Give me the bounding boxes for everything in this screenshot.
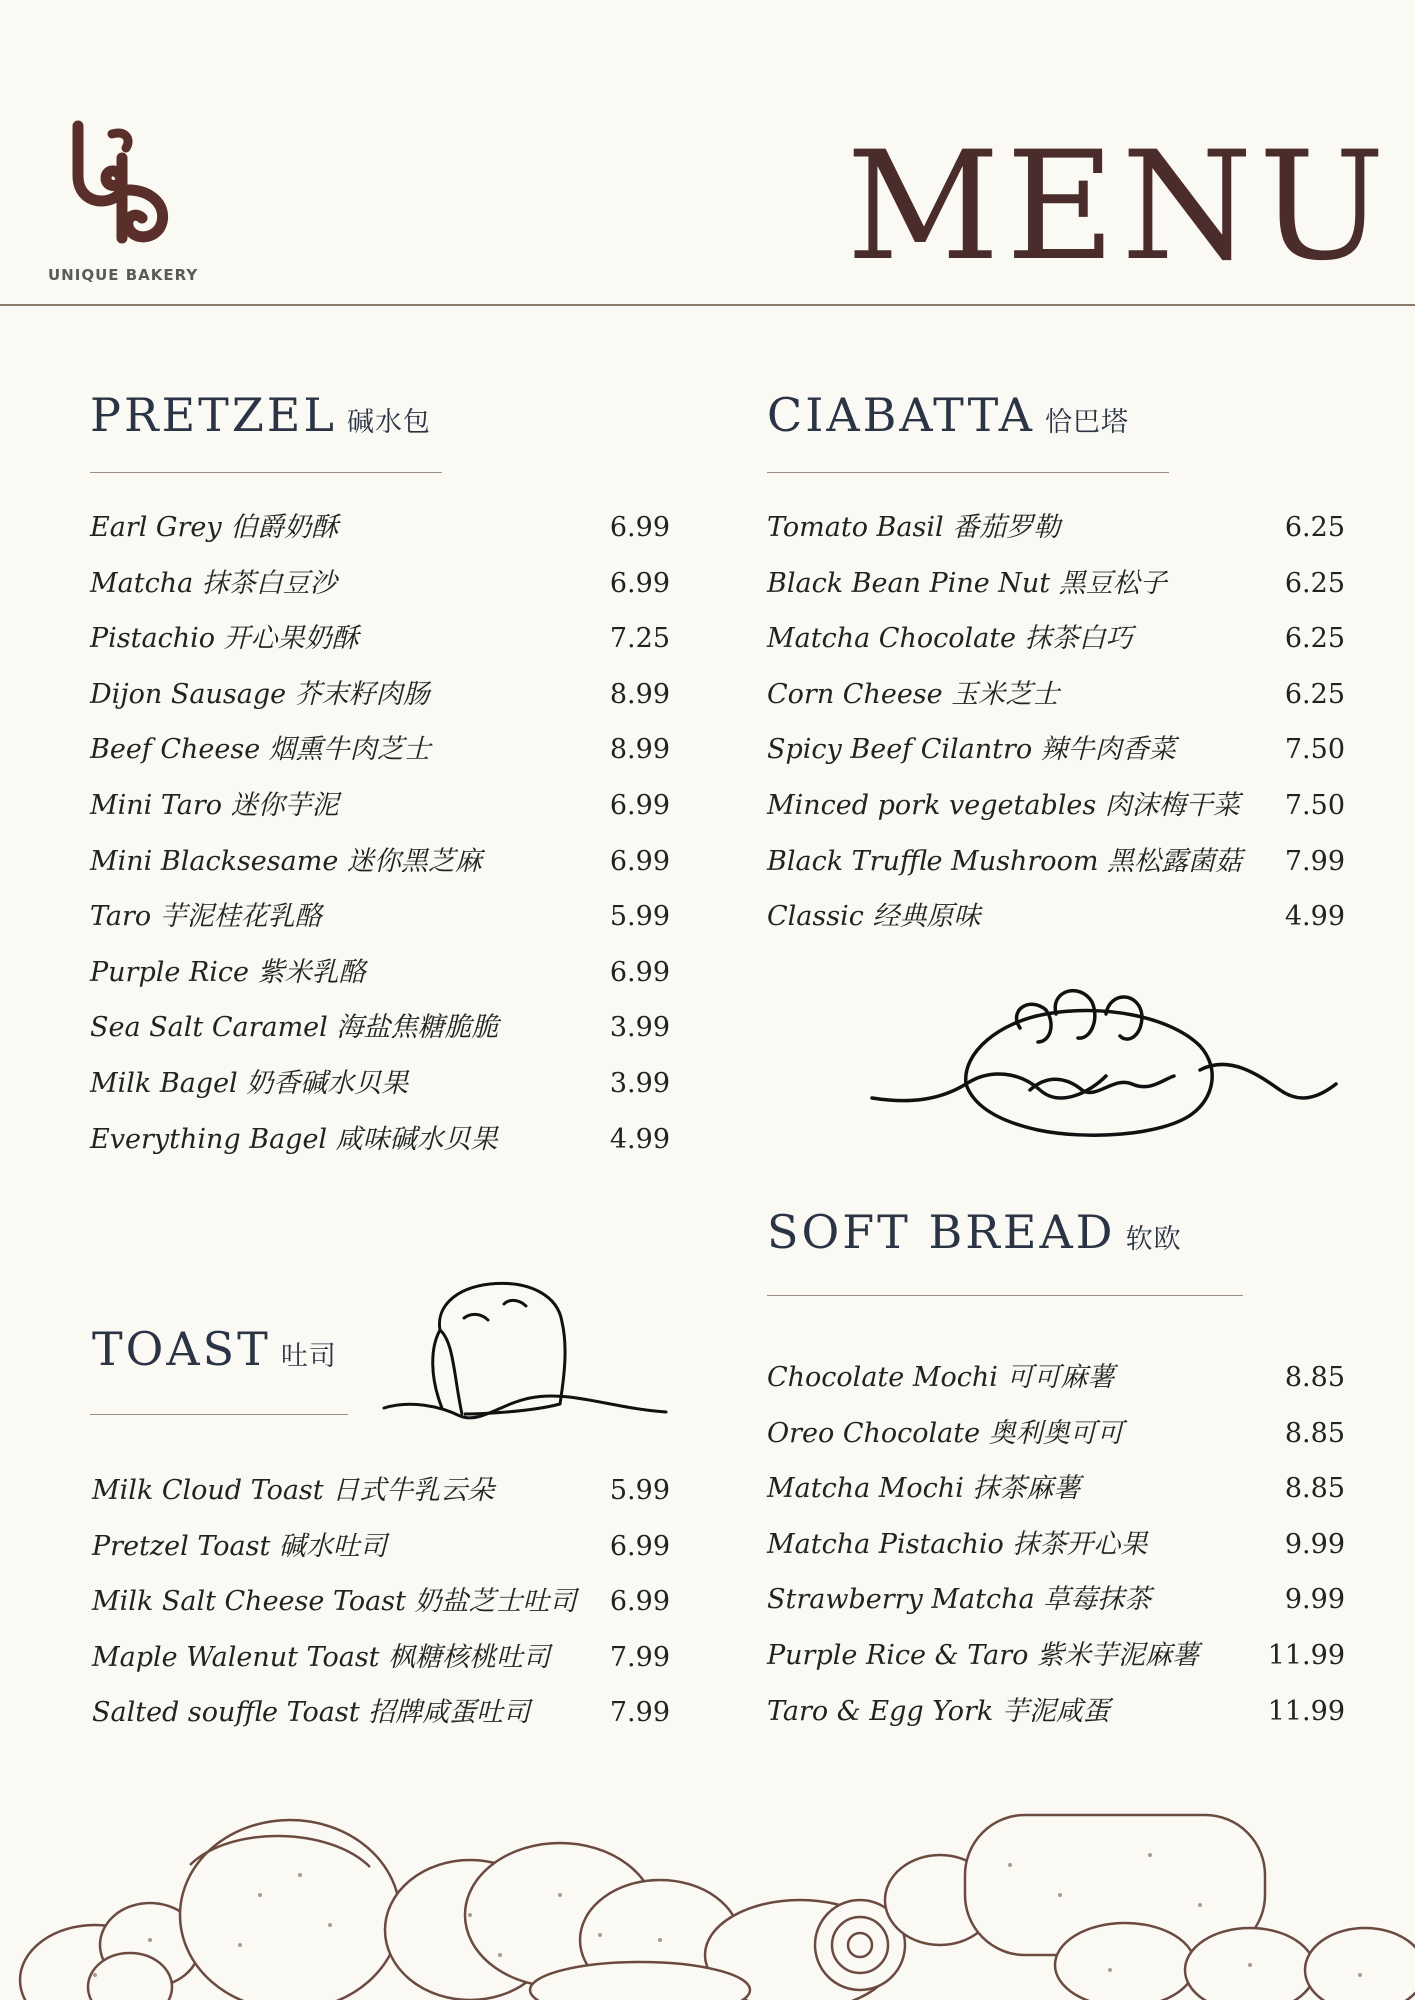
item-price: 9.99: [1284, 1528, 1345, 1560]
ciabatta-divider: [767, 472, 1169, 473]
item-name: Strawberry Matcha 草莓抹茶: [767, 1584, 1152, 1616]
item-price: 6.99: [609, 845, 670, 877]
menu-item: [767, 727, 1345, 783]
item-name: Pistachio 开心果奶酥: [90, 623, 359, 655]
pretzel-heading: [90, 388, 431, 442]
menu-item: [92, 1468, 670, 1524]
item-price: 7.50: [1284, 789, 1345, 821]
item-name: Mini Blacksesame 迷你黑芝麻: [90, 845, 482, 877]
soft-bread-list: [767, 1355, 1345, 1744]
soft-bread-title-zh: 软欧: [1125, 1224, 1182, 1255]
page-title: MENU: [846, 120, 1391, 294]
item-price: 3.99: [609, 1012, 670, 1044]
toast-list: [92, 1468, 670, 1746]
menu-item: [767, 561, 1345, 617]
menu-item: [90, 783, 670, 839]
item-name: Matcha Mochi 抹茶麻薯: [767, 1473, 1081, 1505]
menu-item: [767, 1577, 1345, 1633]
item-name: Matcha 抹茶白豆沙: [90, 567, 337, 599]
menu-item: [90, 727, 670, 783]
item-name: Black Bean Pine Nut 黑豆松子: [767, 567, 1167, 599]
pretzel-list: [90, 505, 670, 1172]
pretzel-title-en: PRETZEL: [90, 388, 337, 442]
item-price: 8.99: [609, 734, 670, 766]
item-name: Milk Bagel 奶香碱水贝果: [90, 1067, 409, 1099]
header-divider: [0, 304, 1415, 306]
item-price: 6.25: [1284, 678, 1345, 710]
item-name: Tomato Basil 番茄罗勒: [767, 512, 1061, 543]
item-price: 8.85: [1284, 1417, 1345, 1449]
menu-item: [767, 505, 1345, 561]
soft-bread-heading: [767, 1205, 1182, 1259]
item-name: Oreo Chocolate 奥利奥可可: [767, 1417, 1124, 1449]
menu-item: [90, 1061, 670, 1117]
toast-divider: [90, 1414, 348, 1415]
item-name: Mini Taro 迷你芋泥: [90, 789, 339, 821]
menu-item: [767, 783, 1345, 839]
item-name: Black Truffle Mushroom 黑松露菌菇: [767, 845, 1243, 877]
item-name: Taro 芋泥桂花乳酪: [90, 901, 322, 933]
item-name: Salted souffle Toast 招牌咸蛋吐司: [92, 1697, 531, 1729]
item-price: 4.99: [609, 1123, 670, 1155]
item-price: 7.99: [609, 1697, 670, 1729]
item-price: 8.99: [609, 678, 670, 710]
item-name: Taro & Egg York 芋泥咸蛋: [767, 1695, 1110, 1727]
item-price: 5.99: [609, 901, 670, 933]
ciabatta-line-icon: [870, 980, 1340, 1150]
item-price: 6.25: [1284, 623, 1345, 655]
item-name: Milk Salt Cheese Toast 奶盐芝士吐司: [92, 1586, 577, 1618]
brand-name: UNIQUE BAKERY: [48, 266, 199, 284]
toast-title-en: TOAST: [92, 1322, 271, 1376]
brand-logo: [48, 118, 208, 288]
toast-heading: [92, 1322, 337, 1376]
pretzel-title-zh: 碱水包: [346, 407, 431, 438]
item-name: Matcha Pistachio 抹茶开心果: [767, 1528, 1148, 1560]
item-name: Pretzel Toast 碱水吐司: [92, 1530, 387, 1562]
menu-item: [90, 1005, 670, 1061]
menu-item: [90, 894, 670, 950]
item-price: 6.99: [609, 512, 670, 543]
item-price: 7.99: [609, 1641, 670, 1673]
soft-bread-divider: [767, 1295, 1243, 1296]
item-name: Classic 经典原味: [767, 901, 981, 933]
item-price: 9.99: [1284, 1584, 1345, 1616]
toast-loaf-line-icon: [380, 1278, 670, 1428]
item-name: Matcha Chocolate 抹茶白巧: [767, 623, 1133, 655]
menu-item: [90, 950, 670, 1006]
item-price: 6.99: [609, 1586, 670, 1618]
item-name: Earl Grey 伯爵奶酥: [90, 512, 339, 543]
ciabatta-title-en: CIABATTA: [767, 388, 1036, 442]
ub-monogram-icon: [70, 118, 180, 253]
item-name: Minced pork vegetables 肉沫梅干菜: [767, 789, 1240, 821]
item-name: Purple Rice 紫米乳酪: [90, 956, 366, 988]
item-price: 7.25: [609, 623, 670, 655]
menu-item: [90, 561, 670, 617]
ciabatta-heading: [767, 388, 1129, 442]
item-price: 6.99: [609, 789, 670, 821]
ciabatta-list: [767, 505, 1345, 950]
menu-item: [767, 1522, 1345, 1578]
item-price: 11.99: [1267, 1695, 1345, 1727]
menu-item: [90, 672, 670, 728]
menu-item: [90, 839, 670, 895]
menu-item: [90, 505, 670, 561]
toast-title-zh: 吐司: [280, 1341, 337, 1372]
item-name: Sea Salt Caramel 海盐焦糖脆脆: [90, 1012, 499, 1044]
item-name: Maple Walenut Toast 枫糖核桃吐司: [92, 1641, 551, 1673]
item-price: 3.99: [609, 1067, 670, 1099]
pretzel-divider: [90, 472, 442, 473]
menu-item: [767, 1633, 1345, 1689]
item-name: Corn Cheese 玉米芝士: [767, 678, 1060, 710]
menu-item: [92, 1690, 670, 1746]
item-price: 4.99: [1284, 901, 1345, 933]
menu-item: [92, 1524, 670, 1580]
item-price: 7.50: [1284, 734, 1345, 766]
item-price: 7.99: [1284, 845, 1345, 877]
item-name: Milk Cloud Toast 日式牛乳云朵: [92, 1475, 495, 1506]
item-name: Spicy Beef Cilantro 辣牛肉香菜: [767, 734, 1176, 766]
menu-item: [92, 1579, 670, 1635]
menu-item: [767, 894, 1345, 950]
ciabatta-title-zh: 恰巴塔: [1045, 407, 1130, 438]
item-price: 11.99: [1267, 1639, 1345, 1671]
item-price: 6.25: [1284, 512, 1345, 543]
item-name: Chocolate Mochi 可可麻薯: [767, 1362, 1115, 1393]
menu-item: [767, 1466, 1345, 1522]
menu-item: [767, 1411, 1345, 1467]
item-price: 5.99: [609, 1475, 670, 1506]
item-name: Purple Rice & Taro 紫米芋泥麻薯: [767, 1639, 1199, 1671]
menu-item: [767, 1355, 1345, 1411]
item-price: 6.99: [609, 1530, 670, 1562]
item-name: Beef Cheese 烟熏牛肉芝士: [90, 734, 431, 766]
item-price: 6.99: [609, 956, 670, 988]
menu-item: [90, 616, 670, 672]
menu-item: [767, 672, 1345, 728]
item-price: 6.25: [1284, 567, 1345, 599]
soft-bread-title-en: SOFT BREAD: [767, 1205, 1116, 1259]
item-price: 8.85: [1284, 1362, 1345, 1393]
menu-item: [767, 839, 1345, 895]
menu-item: [767, 1689, 1345, 1745]
item-price: 6.99: [609, 567, 670, 599]
item-name: Everything Bagel 咸味碱水贝果: [90, 1123, 498, 1155]
menu-item: [92, 1635, 670, 1691]
item-name: Dijon Sausage 芥末籽肉肠: [90, 678, 430, 710]
menu-item: [767, 616, 1345, 672]
bread-assortment-illustration: [0, 1755, 1415, 2000]
item-price: 8.85: [1284, 1473, 1345, 1505]
menu-item: [90, 1117, 670, 1173]
